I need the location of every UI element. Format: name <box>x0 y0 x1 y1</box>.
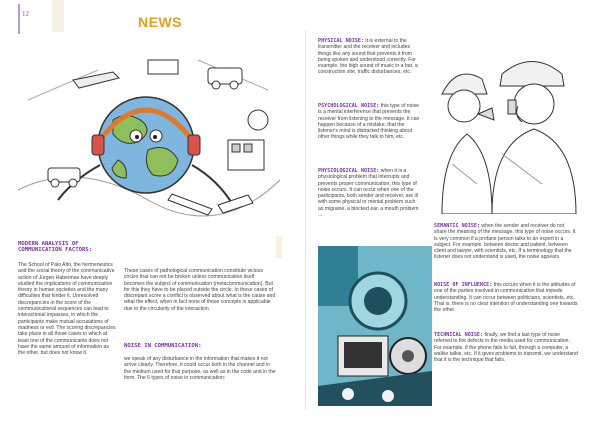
noise-term: PHYSIOLOGICAL NOISE: <box>318 168 380 174</box>
noise-term: PSYCHOLOGICAL NOISE: <box>318 103 380 109</box>
page-margin-rule <box>18 4 20 34</box>
noise-term: PHYSICAL NOISE: <box>318 38 365 44</box>
noise-definition: this occurs when it is the attitudes of one of the parties involved in communication that impede understanding. It can occur between politicians, scientists, etc. That is, there is no clear intention of understanding one towards the other. <box>434 282 578 314</box>
header-bar <box>52 0 64 32</box>
noise-term: NOISE OF INFLUENCE: <box>434 282 493 288</box>
noise-definition: it is external to the transmitter and the receiver and includes things like any sound that prevents it from being spoken and understood correctly. For example, the high sound of music in a bar, a construction site, traffic disturbances, etc. <box>318 38 418 76</box>
noise-item-semantic <box>434 223 578 261</box>
globe-noise-illustration <box>18 40 280 232</box>
workers-illustration <box>432 44 578 214</box>
page-number: 12 <box>22 10 29 18</box>
noise-text: we speak of any disturbance in the information that makes it not arrive clearly. Therefore, it could occur both in the channel and in the medium used for that purpose, as well as in the code and in the form. The 6 types of noise in communication: <box>124 356 276 381</box>
noise-term: TECHNICAL NOISE: <box>434 332 484 338</box>
noise-item-physical <box>318 38 420 76</box>
robot-collage <box>318 246 432 406</box>
noise-definition: this type of noise is a mental interference that prevents the receiver from listening to the message. It can happen because of a mistake, that the listener's mind is distracted thinking about other things while they talk to him, etc. <box>318 103 420 141</box>
noise-definition: finally, we find a last type of noise referred to the defects in the media used for communication. For example, if the phone fails to fall, through a computer, a walkie talkie, etc. If it gives problems to transmit, we understand that it is the technique that fails. <box>434 332 578 364</box>
modern-analysis-text: The School of Palo Alto, the hermeneutics and the social theory of the communicative action of Jurgen Habermas have deeply studied the implications of communication theory in human societies and the many difficulties that hinder it. Unresolved discrepancies in the score of the communicational sequences can lead to interactional impasses, in which the participants make mutual accusations of madness or evil. The scoring discrepancies take place in all those cases in which at least one of the communicants does not have the same amount of information as the other, but does not know it. <box>18 262 116 357</box>
noise-item-technical <box>434 332 578 363</box>
noise-item-psychological <box>318 103 420 141</box>
globe-drawing-icon <box>18 40 280 232</box>
divider-bar <box>276 236 282 258</box>
noise-heading: NOISE IN COMMUNICATION: <box>124 343 202 349</box>
noise-term: SEMANTIC NOISE: <box>434 223 481 229</box>
workers-drawing-icon <box>432 44 578 214</box>
noise-definition: when it is a physiological problem that interrupts and prevents proper communication, this type of noise occurs. It can occur when one of the participants, both sender and receiver, are ill with some physical or mental problem such as migraine, a blocked ear, a mouth problem ... <box>318 168 419 219</box>
modern-analysis-heading: MODERN ANALYSIS OF COMMUNICATION FACTORS: <box>18 241 93 254</box>
pathological-communication-text: These cases of pathological communication constitute vicious circles that can not be broken unless communication itself becomes the subject of communication (metacommunication). But for this they have to be placed outside the circle. In these cases of discrepant score a conflict is observed about what is the cause and what the effect, when in fact none of these concepts is applicable due to the circularity of the interaction. <box>124 268 276 312</box>
noise-definition: when the sender and receiver do not share the meaning of the message, this type of noise occurs. It is very common if a profane person talks to an expert in a subject. For example, between doctor and patient, between client and lawyer, with scientists, etc. If a terminology that the listener does not understand is used, the noise appears. <box>434 223 576 261</box>
noise-item-physiological <box>318 168 420 218</box>
column-divider <box>305 30 306 410</box>
collage-drawing-icon <box>318 246 432 406</box>
noise-item-influence <box>434 282 578 313</box>
page-title: NEWS <box>138 14 182 30</box>
